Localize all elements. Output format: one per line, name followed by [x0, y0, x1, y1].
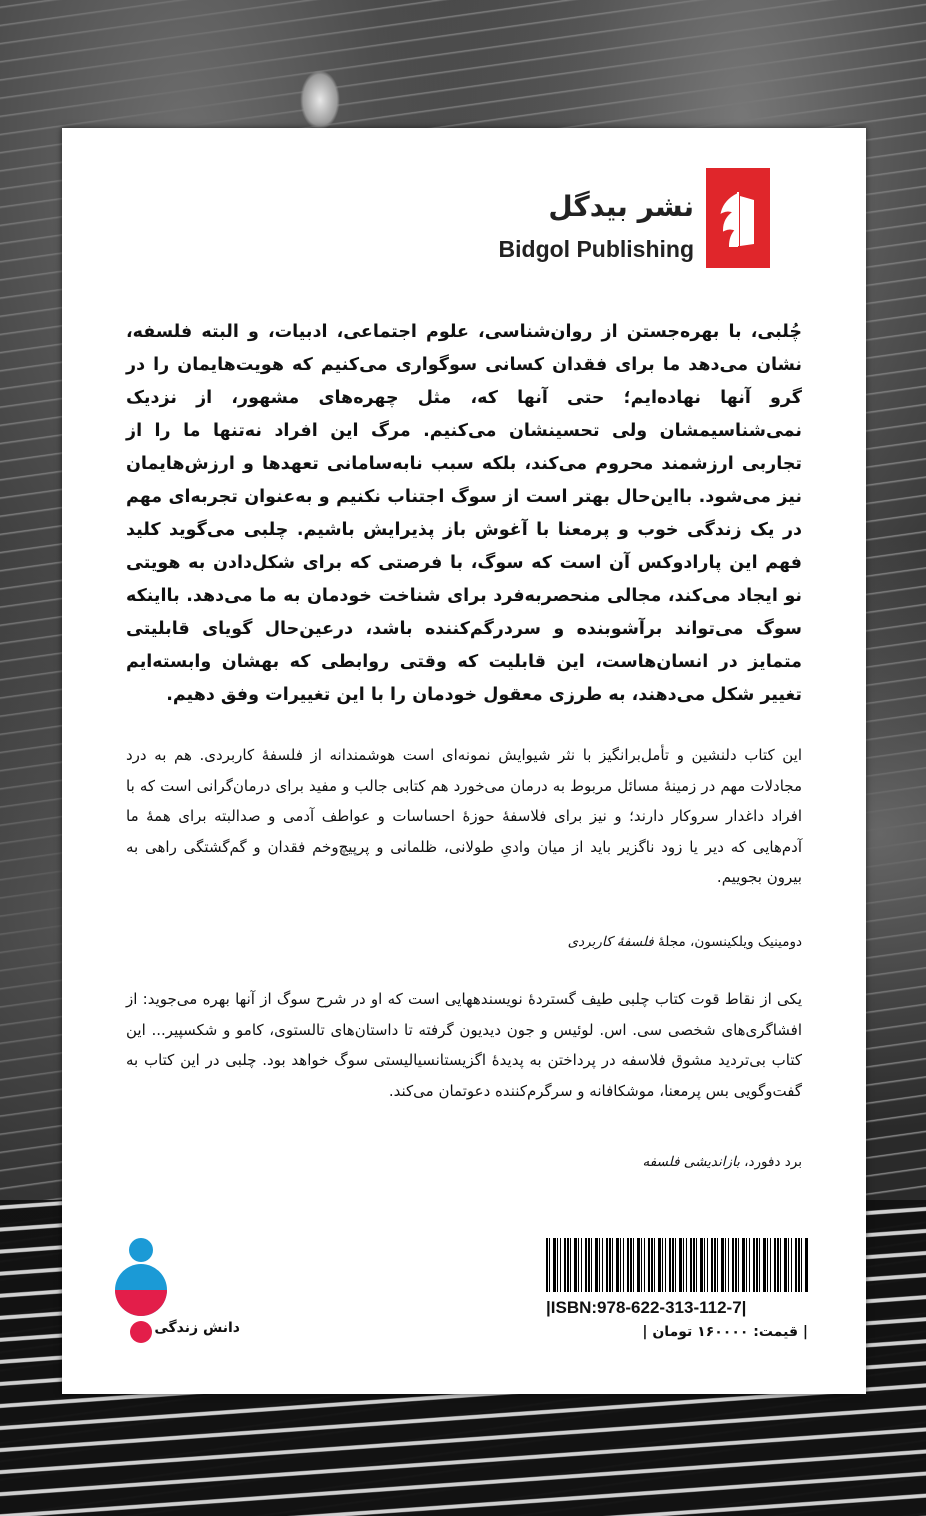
review-source-1: فلسفهٔ کاربردی: [567, 934, 654, 950]
book-wing-icon: [716, 190, 760, 248]
price-text: | قیمت: ۱۶۰۰۰۰ تومان |: [642, 1324, 808, 1340]
back-cover-card: [62, 128, 866, 1394]
publisher-name-fa: نشر بیدگل: [548, 190, 694, 223]
publisher-logo: [706, 168, 770, 268]
description-paragraph: چُلبی، با بهره‌جستن از روان‌شناسی، علوم اجتماعی، ادبیات، و البته فلسفه، نشان می‌دهد ما برای فقدان کسانی سوگواری می‌کنیم که هویت‌هایمان را در گرو آنها نهاده‌ایم؛ حتی آنها که، مثل چهره‌های مشهور، از نزدیک نمی‌شناسیمشان ولی تحسینشان می‌کنیم. مرگ این افراد نه‌تنها ما را از تجاربی ارزشمند محروم می‌کند، بلکه سبب نابه‌سامانی تعهدها و ارزش‌هایمان نیز می‌شود. بااین‌حال بهتر است از سوگ اجتناب نکنیم و به‌عنوان تجربه‌ای مهم در یک زندگی خوب و پرمعنا با آغوش باز پذیرایش باشیم. چلبی می‌گوید کلید فهم این پارادوکس آن است که سوگ، با فرصتی که برای شکل‌دادن به هویتی نو ایجاد می‌کند، مجالی منحصربه‌فرد برای شناخت خودمان به ما می‌دهد. بااینکه سوگ می‌تواند برآشوبنده و سردرگم‌کننده باشد، درعین‌حال گویای قابلیتی متمایز در انسان‌هاست، این قابلیت که وقتی روابطی که بهشان وابسته‌ایم تغییر شکل می‌دهند، به طرزی معقول خودمان را با این تغییرات وفق دهیم.: [126, 322, 802, 705]
review-author-2: برد دفورد،: [739, 1154, 802, 1170]
barcode: [546, 1238, 808, 1292]
pin: [300, 70, 340, 130]
imprint-name: دانش زندگی: [154, 1320, 240, 1336]
barcode-area: [546, 1238, 810, 1350]
review-quote-1: این کتاب دلنشین و تأمل‌برانگیز با نثر شیوایش نمونه‌ای است هوشمندانه از فلسفهٔ کاربردی. هم به درد مجادلات مهم در زمینهٔ مسائل مربوط به درمان می‌خورد هم کتابی جالب و مفید برای درمان‌گرانی است که با افراد داغدار سروکار دارند؛ و نیز برای فلاسفهٔ حوزهٔ احساسات و عواطف آدمی و صدالبته برای همهٔ ما آدم‌هایی که دیر یا زود ناگزیر باید از میان وادیِ طولانی، ظلمانی و پرپیچ‌وخم فقدان و گم‌گشتگی راهی به بیرون بجوییم.: [126, 746, 802, 886]
review-quote-2: یکی از نقاط قوت کتاب چلبی طیف گستردهٔ نویسندههایی است که او در شرح سوگ از آنها بهره می‌جوید: از افشاگری‌های شخصی سی. اس. لوئیس و جون دیدیون گرفته تا داستان‌های تالستوی، کامو و شکسپیر... این کتاب بی‌تردید مشوق فلاسفه در پرداختن به پدیدهٔ اگزیستانسیالیستی سوگ خواهد بود. چلبی در این کتاب به گفت‌وگویی بس پرمعنا، موشکافانه و سرگرم‌کننده دعوتمان می‌کند.: [126, 990, 802, 1100]
publisher-name-en: Bidgol Publishing: [498, 236, 694, 262]
review-attribution-2: [126, 1154, 802, 1170]
review-source-2: بازاندیشی فلسفه: [642, 1154, 740, 1170]
isbn-text: |ISBN:978-622-313-112-7|: [546, 1298, 747, 1317]
review-author-1: دومینیک ویلکینسون، مجلهٔ: [653, 934, 802, 950]
review-attribution-1: [126, 934, 802, 950]
